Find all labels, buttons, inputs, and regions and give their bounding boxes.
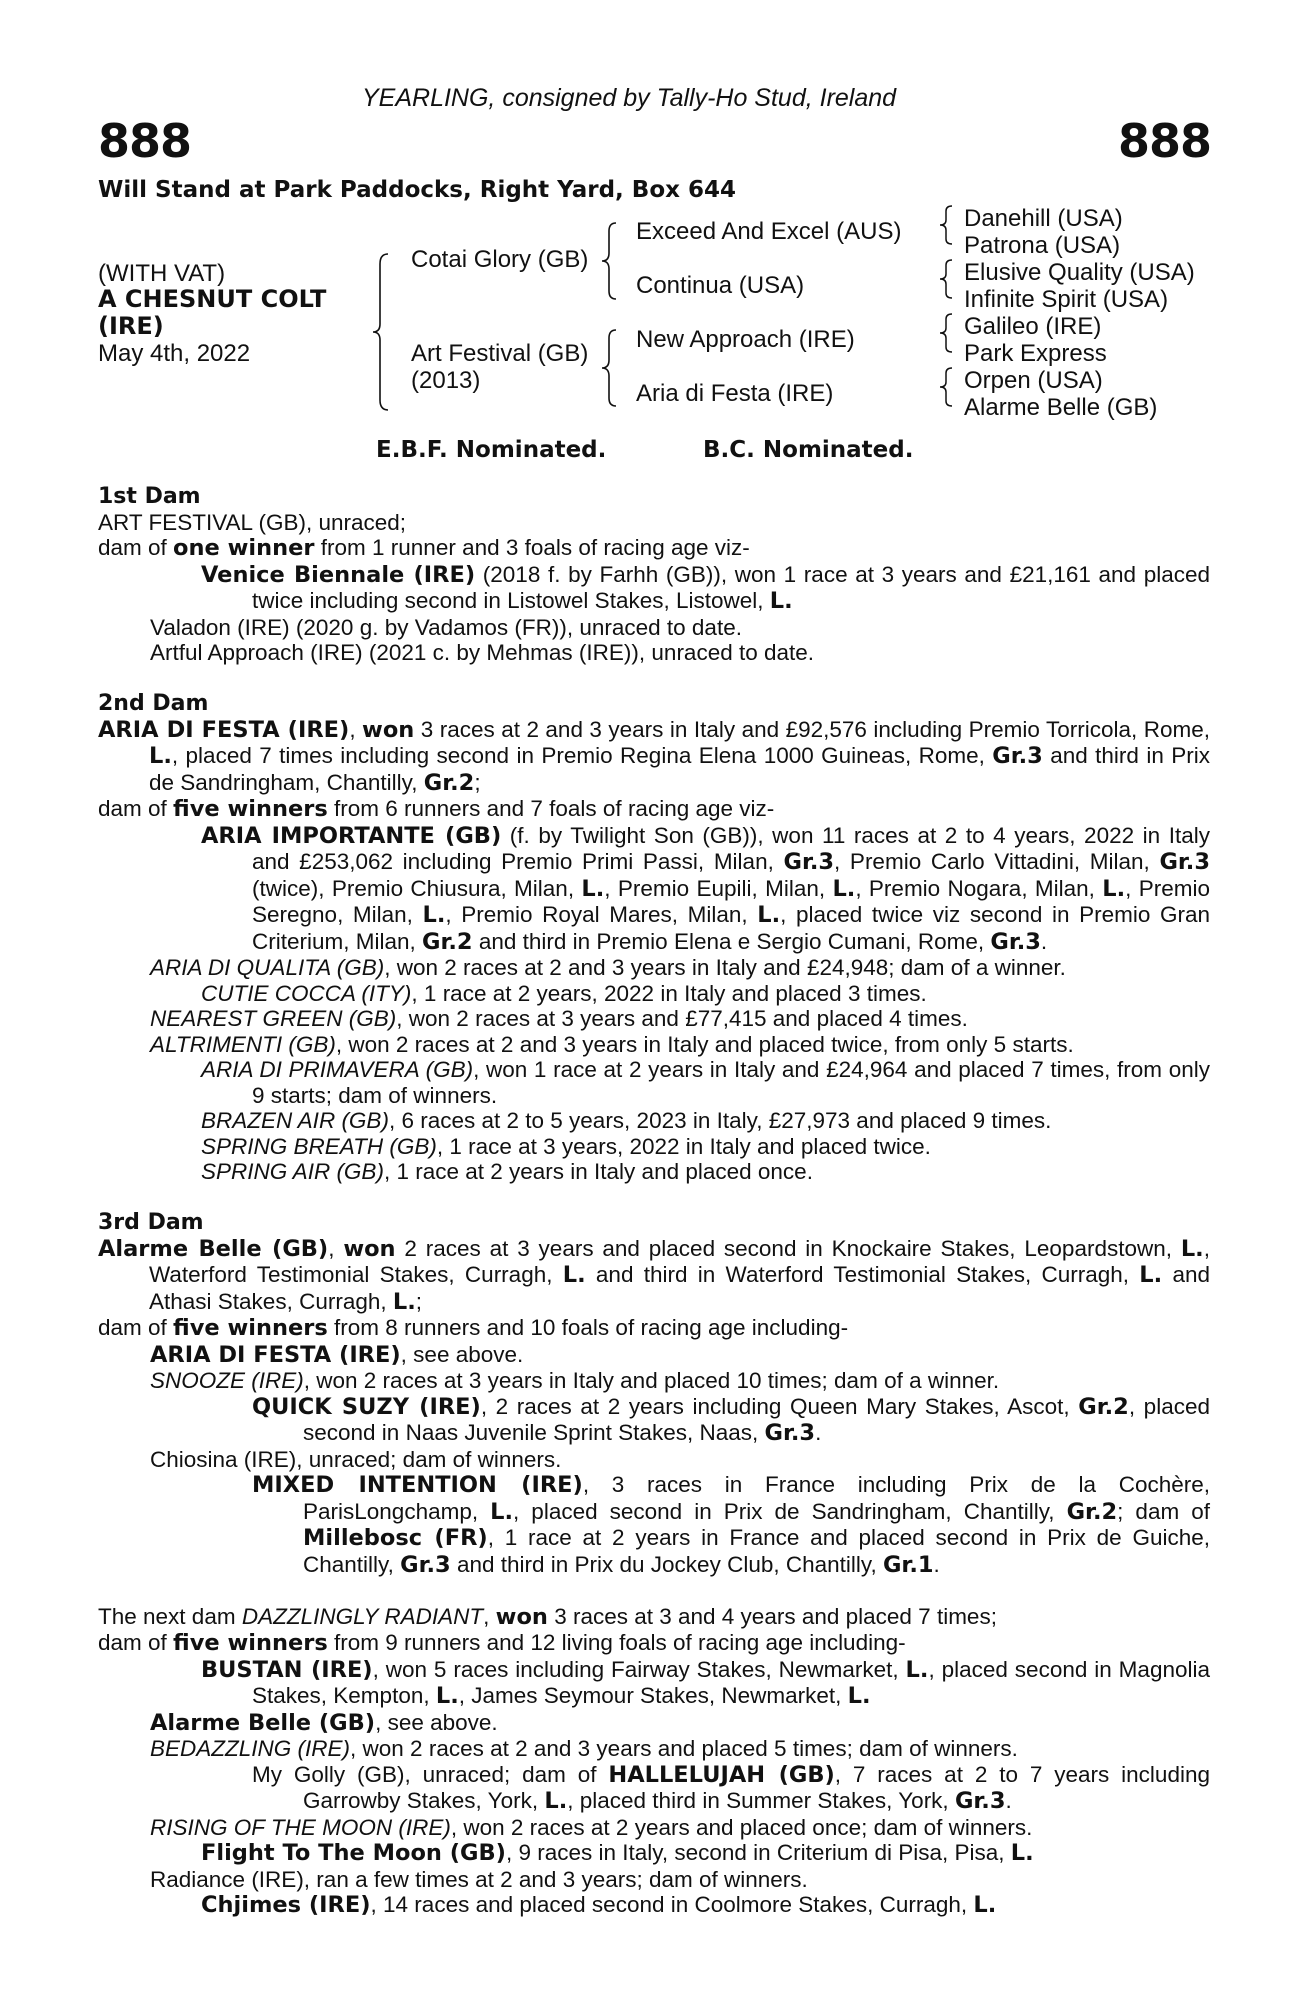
pedigree-brace-dam xyxy=(600,328,618,408)
produce-my-golly: My Golly (GB), unraced; dam of HALLELUJAH (GB), 7 races at 2 to 7 years including Garrowby Stakes, York, L., placed third in Summer Stakes, York, Gr.3. xyxy=(252,1761,1210,1814)
next-dam-record: The next dam DAZZLINGLY RADIANT, won 3 races at 3 and 4 years and placed 7 times; xyxy=(98,1603,997,1630)
foal-chiosina: Chiosina (IRE), unraced; dam of winners. xyxy=(150,1446,562,1472)
produce-quick-suzy: QUICK SUZY (IRE), 2 races at 2 years including Queen Mary Stakes, Ascot, Gr.2, placed second in Naas Juvenile Sprint Stakes, Naas, Gr.3. xyxy=(252,1393,1210,1446)
foal-valadon: Valadon (IRE) (2020 g. by Vadamos (FR)), unraced to date. xyxy=(150,614,742,640)
produce-chjimes: Chjimes (IRE), 14 races and placed second in Coolmore Stakes, Curragh, L. xyxy=(201,1892,997,1918)
pedigree-sire-sire: Exceed And Excel (AUS) xyxy=(636,218,902,245)
pedigree-ssd: Patrona (USA) xyxy=(964,232,1121,259)
produce-spring-air: SPRING AIR (GB), 1 race at 2 years in Italy and placed once. xyxy=(201,1159,813,1184)
foal-venice-biennale: Venice Biennale (IRE) (2018 f. by Farhh (GB)), won 1 race at 3 years and £21,161 and placed twice including second in Listowel Stakes, Listowel, L. xyxy=(201,561,1211,614)
pedigree-sire: Cotai Glory (GB) xyxy=(411,246,589,273)
pedigree-dam-sire: New Approach (IRE) xyxy=(636,326,855,353)
pedigree-dam-year: (2013) xyxy=(411,367,481,394)
pedigree-brace-dd xyxy=(938,366,954,408)
produce-brazen-air: BRAZEN AIR (GB), 6 races at 2 to 5 years, 2023 in Italy, £27,973 and placed 9 times. xyxy=(201,1108,1052,1133)
foal-bustan: BUSTAN (IRE), won 5 races including Fairway Stakes, Newmarket, L., placed second in Magnolia Stakes, Kempton, L., James Seymour Stakes, Newmarket, L. xyxy=(201,1656,1210,1709)
third-dam-heading: 3rd Dam xyxy=(98,1210,204,1235)
pedigree-sdd: Infinite Spirit (USA) xyxy=(964,286,1169,313)
foal-rising-of-the-moon: RISING OF THE MOON (IRE), won 2 races at 2 years and placed once; dam of winners. xyxy=(150,1814,1033,1840)
foal-radiance: Radiance (IRE), ran a few times at 2 and 3 years; dam of winners. xyxy=(150,1866,808,1892)
foal-aria-di-primavera: ARIA DI PRIMAVERA (GB), won 1 race at 2 years in Italy and £24,964 and placed 7 times, from only 9 starts; dam of winners. xyxy=(201,1057,1210,1108)
third-dam-record: Alarme Belle (GB), won 2 races at 3 years and placed second in Knockaire Stakes, Leopardstown, L., Waterford Testimonial Stakes, Curragh, L. and third in Waterford Testimonial Stakes, Curragh, L. and Athasi Stakes, Curragh, L.; xyxy=(98,1235,1210,1315)
catalogue-body xyxy=(98,484,1210,1919)
lot-number-left: 888 xyxy=(98,114,192,168)
pedigree-sss: Danehill (USA) xyxy=(964,205,1123,232)
pedigree-brace-sd xyxy=(938,258,954,300)
first-dam-produce-summary: dam of one winner from 1 runner and 3 foals of racing age viz- xyxy=(98,535,750,561)
foal-aria-di-festa: ARIA DI FESTA (IRE), see above. xyxy=(150,1341,524,1368)
horse-dob: May 4th, 2022 xyxy=(98,340,251,367)
pedigree-ddd: Alarme Belle (GB) xyxy=(964,394,1158,421)
horse-country: (IRE) xyxy=(98,312,164,340)
first-dam-heading: 1st Dam xyxy=(98,484,201,509)
produce-cutie-cocca: CUTIE COCCA (ITY), 1 race at 2 years, 2022 in Italy and placed 3 times. xyxy=(201,980,927,1006)
produce-spring-breath: SPRING BREATH (GB), 1 race at 3 years, 2022 in Italy and placed twice. xyxy=(201,1133,931,1159)
second-dam-heading: 2nd Dam xyxy=(98,691,209,716)
foal-altrimenti: ALTRIMENTI (GB), won 2 races at 2 and 3 years in Italy and placed twice, from only 5 starts. xyxy=(150,1031,1074,1057)
stand-location: Will Stand at Park Paddocks, Right Yard, Box 644 xyxy=(98,177,736,203)
horse-name: A CHESNUT COLT xyxy=(98,285,327,313)
pedigree-sire-dam: Continua (USA) xyxy=(636,272,805,299)
consignment-heading: YEARLING, consigned by Tally-Ho Stud, Ireland xyxy=(362,84,897,112)
pedigree-dds: Orpen (USA) xyxy=(964,367,1103,394)
produce-mixed-intention: MIXED INTENTION (IRE), 3 races in France including Prix de la Cochère, ParisLongchamp, L., placed second in Prix de Sandringham, Chantilly, Gr.2; dam of Millebosc (FR), 1 race at 2 years in France and placed second in Prix de Guiche, Chantilly, Gr.3 and third in Prix du Jockey Club, Chantilly, Gr.1. xyxy=(252,1472,1211,1578)
pedigree-brace-ss xyxy=(938,204,954,246)
third-dam-produce-summary: dam of five winners from 8 runners and 10 foals of racing age including- xyxy=(98,1315,849,1341)
pedigree-sds: Elusive Quality (USA) xyxy=(964,259,1195,286)
lot-number-right: 888 xyxy=(1118,114,1212,168)
foal-snooze: SNOOZE (IRE), won 2 races at 3 years in Italy and placed 10 times; dam of a winner. xyxy=(150,1368,1000,1393)
foal-alarme-belle: Alarme Belle (GB), see above. xyxy=(150,1709,498,1736)
foal-aria-di-qualita: ARIA DI QUALITA (GB), won 2 races at 2 and 3 years in Italy and £24,948; dam of a winner. xyxy=(150,955,1066,980)
foal-nearest-green: NEAREST GREEN (GB), won 2 races at 3 years and £77,415 and placed 4 times. xyxy=(150,1006,968,1031)
first-dam-line: ART FESTIVAL (GB), unraced; xyxy=(98,509,407,535)
pedigree-dss: Galileo (IRE) xyxy=(964,313,1102,340)
pedigree-brace-ds xyxy=(938,312,954,354)
pedigree-dam-dam: Aria di Festa (IRE) xyxy=(636,380,834,407)
bc-nomination: B.C. Nominated. xyxy=(703,437,914,463)
second-dam-produce-summary: dam of five winners from 6 runners and 7 foals of racing age viz- xyxy=(98,796,775,822)
pedigree-dsd: Park Express xyxy=(964,340,1107,367)
ebf-nomination: E.B.F. Nominated. xyxy=(376,437,607,463)
pedigree-brace-sire xyxy=(600,221,618,301)
second-dam-record: ARIA DI FESTA (IRE), won 3 races at 2 and 3 years in Italy and £92,576 including Premio Torricola, Rome, L., placed 7 times including second in Premio Regina Elena 1000 Guineas, Rome, Gr.3 and third in Prix de Sandringham, Chantilly, Gr.2; xyxy=(98,716,1210,796)
pedigree-dam: Art Festival (GB) xyxy=(411,340,589,367)
pedigree-brace-main xyxy=(372,252,390,412)
foal-aria-importante: ARIA IMPORTANTE (GB) (f. by Twilight Son (GB)), won 11 races at 2 to 4 years, 2022 in Italy and £253,062 including Premio Primi Passi, Milan, Gr.3, Premio Carlo Vittadini, Milan, Gr.3 (twice), Premio Chiusura, Milan, L., Premio Eupili, Milan, L., Premio Nogara, Milan, L., Premio Seregno, Milan, L., Premio Royal Mares, Milan, L., placed twice viz second in Premio Gran Criterium, Milan, Gr.2 and third in Premio Elena e Sergio Cumani, Rome, Gr.3. xyxy=(201,822,1211,955)
foal-artful-approach: Artful Approach (IRE) (2021 c. by Mehmas (IRE)), unraced to date. xyxy=(150,640,815,665)
next-dam-produce-summary: dam of five winners from 9 runners and 12 living foals of racing age including- xyxy=(98,1630,906,1656)
foal-bedazzling: BEDAZZLING (IRE), won 2 races at 2 and 3 years and placed 5 times; dam of winners. xyxy=(150,1736,1018,1761)
vat-note: (WITH VAT) xyxy=(98,260,226,287)
produce-flight-to-the-moon: Flight To The Moon (GB), 9 races in Italy, second in Criterium di Pisa, Pisa, L. xyxy=(201,1840,1034,1866)
